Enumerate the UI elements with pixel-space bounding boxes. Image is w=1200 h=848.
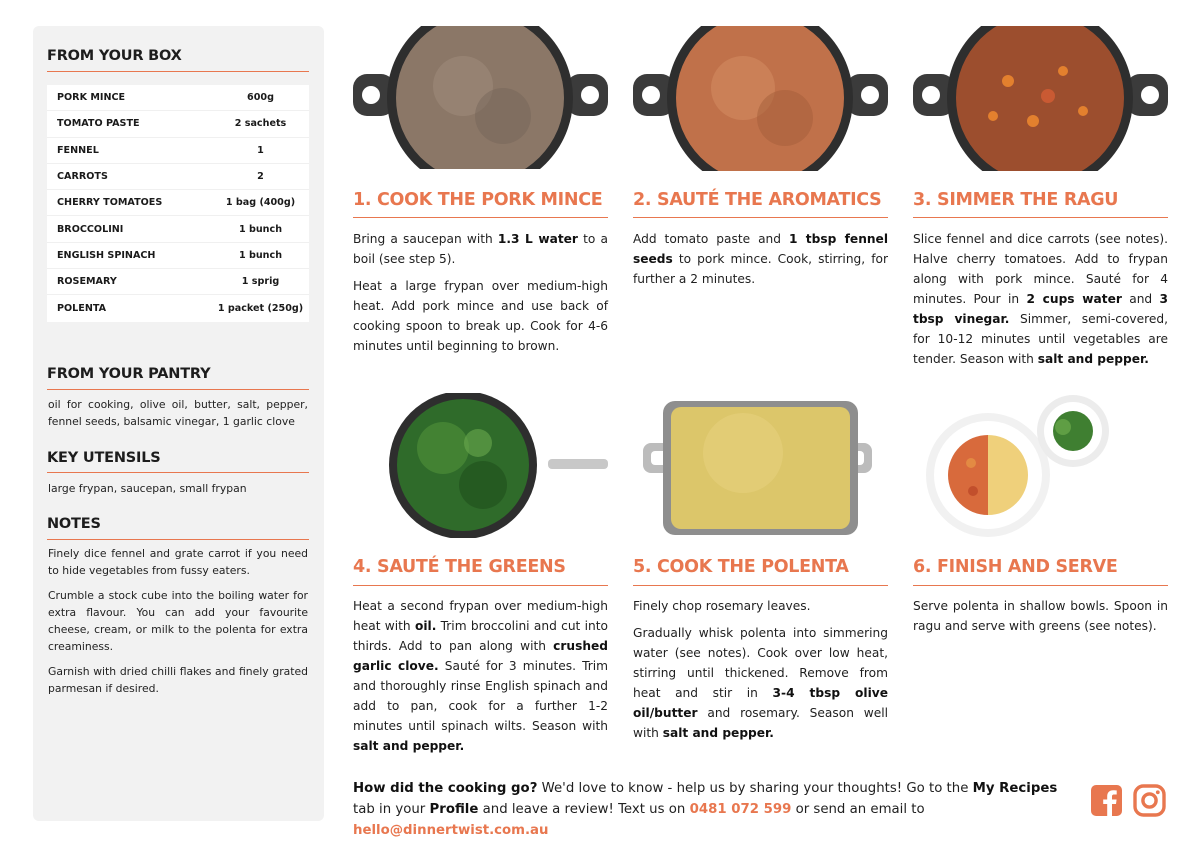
- step-4-body: [353, 596, 608, 763]
- ingredient-qty: 1 bunch: [238, 223, 283, 235]
- bold-text: How did the cooking go?: [353, 781, 538, 796]
- ingredient-row: [47, 85, 309, 111]
- step-6-title: 6. FINISH AND SERVE: [913, 557, 1118, 577]
- step-2-title: 2. SAUTÉ THE AROMATICS: [633, 190, 882, 210]
- step-4-photo: [353, 393, 608, 538]
- step-paragraph: [633, 623, 888, 743]
- text: Heat a second frypan over medium-high heat with: [353, 599, 608, 633]
- step-6-photo: [913, 393, 1168, 538]
- divider: [353, 585, 608, 586]
- step-paragraph: [353, 229, 608, 269]
- ingredient-row: [47, 138, 309, 164]
- bold-text: oil.: [414, 619, 437, 633]
- ingredient-name: ROSEMARY: [57, 276, 117, 288]
- bold-text: My Recipes: [972, 781, 1058, 796]
- note-item: Crumble a stock cube into the boiling water for extra flavour. You can add your favourite cheese, cream, or milk to the polenta for extra creaminess.: [48, 589, 308, 653]
- divider: [633, 217, 888, 218]
- ingredient-name: PORK MINCE: [57, 92, 126, 104]
- note-item: Garnish with dried chilli flakes and finely grated parmesan if desired.: [48, 665, 308, 695]
- step-paragraph: [353, 596, 608, 756]
- text: Finely chop rosemary leaves.: [633, 599, 811, 613]
- ingredient-name: BROCCOLINI: [57, 223, 124, 235]
- ingredient-qty: 1: [257, 144, 264, 156]
- step-5-photo: [633, 393, 888, 538]
- ingredient-row: [47, 164, 309, 190]
- pantry-text: oil for cooking, olive oil, butter, salt, pepper, fennel seeds, balsamic vinegar, 1 garlic clove: [48, 398, 308, 428]
- step-2-photo: [633, 26, 888, 171]
- step-paragraph: [913, 229, 1168, 369]
- text: and rosemary. Season well with: [633, 706, 888, 740]
- ingredient-name: TOMATO PASTE: [57, 118, 140, 130]
- ingredients-table: [47, 85, 309, 322]
- pantry-title: FROM YOUR PANTRY: [47, 366, 211, 382]
- ingredient-qty: 1 packet (250g): [217, 303, 304, 315]
- divider: [47, 472, 309, 473]
- step-5-title: 5. COOK THE POLENTA: [633, 557, 849, 577]
- sidebar: [33, 26, 324, 821]
- ingredient-qty: 2: [257, 171, 264, 183]
- ingredient-name: POLENTA: [57, 303, 107, 315]
- step-3-title: 3. SIMMER THE RAGU: [913, 190, 1119, 210]
- text: to a boil (see step 5).: [353, 232, 608, 266]
- bold-text: 1.3 L water: [497, 232, 578, 246]
- step-5-body: [633, 596, 888, 750]
- notes-title: NOTES: [47, 516, 101, 532]
- step-paragraph: [353, 276, 608, 356]
- bold-text: 1 tbsp fennel seeds: [633, 232, 888, 266]
- bold-text: salt and pepper.: [662, 726, 774, 740]
- divider: [353, 217, 608, 218]
- ingredient-row: [47, 243, 309, 269]
- facebook-icon[interactable]: [1090, 784, 1123, 817]
- text: Sauté for 3 minutes. Trim and thoroughly rinse English spinach and add to pan, cook for a further 1-2 minutes until spinach wilts. Season with: [353, 659, 609, 733]
- step-paragraph: [633, 229, 888, 289]
- step-3-body: [913, 229, 1168, 376]
- text: tab in your: [353, 802, 430, 817]
- ingredient-name: CHERRY TOMATOES: [57, 197, 163, 209]
- divider: [47, 71, 309, 72]
- step-paragraph: [633, 596, 888, 616]
- text: We'd love to know - help us by sharing your thoughts! Go to the: [537, 781, 973, 796]
- bold-text: 2 cups water: [1026, 292, 1122, 306]
- step-6-body: [913, 596, 1168, 643]
- step-4-title: 4. SAUTÉ THE GREENS: [353, 557, 566, 577]
- ingredient-qty: 2 sachets: [234, 118, 287, 130]
- divider: [913, 217, 1168, 218]
- ingredient-qty: 1 sprig: [241, 276, 280, 288]
- ingredient-row: [47, 216, 309, 242]
- step-1-photo: [353, 26, 608, 171]
- ingredient-name: ENGLISH SPINACH: [57, 249, 156, 261]
- step-paragraph: [913, 596, 1168, 636]
- utensils-title: KEY UTENSILS: [47, 450, 161, 466]
- ingredient-name: CARROTS: [57, 171, 108, 183]
- text: Serve polenta in shallow bowls. Spoon in ragu and serve with greens (see notes).: [913, 599, 1168, 633]
- from-your-box-title: FROM YOUR BOX: [47, 48, 182, 64]
- bold-text: Profile: [429, 802, 479, 817]
- bold-text: crushed garlic clove.: [353, 639, 608, 673]
- bold-text: 3 tbsp vinegar.: [913, 292, 1168, 326]
- ingredient-name: FENNEL: [57, 144, 99, 156]
- feedback-footer: [353, 778, 1073, 841]
- ingredient-row: [47, 295, 309, 321]
- text: Add tomato paste and: [633, 232, 789, 246]
- text: Heat a large frypan over medium-high heat. Add pork mince and use back of cooking spoon to break up. Cook for 4-6 minutes until beginning to brown.: [353, 279, 608, 353]
- bold-text: salt and pepper.: [1037, 352, 1149, 366]
- step-1-body: [353, 229, 608, 363]
- ingredient-row: [47, 269, 309, 295]
- divider: [633, 585, 888, 586]
- text: Simmer, semi-covered, for 10-12 minutes until vegetables are tender. Season with: [913, 312, 1168, 366]
- ingredient-row: [47, 190, 309, 216]
- instagram-icon[interactable]: [1133, 784, 1166, 817]
- highlight-link[interactable]: hello@dinnertwist.com.au: [353, 823, 549, 838]
- text: or send an email to: [791, 802, 925, 817]
- utensils-text: large frypan, saucepan, small frypan: [48, 482, 247, 495]
- step-3-photo: [913, 26, 1168, 171]
- text: Slice fennel and dice carrots (see notes). Halve cherry tomatoes. Add to frypan along with pork mince. Sauté for 4 minutes. Pour in: [913, 232, 1168, 306]
- bold-text: salt and pepper.: [353, 739, 465, 753]
- step-1-title: 1. COOK THE PORK MINCE: [353, 190, 603, 210]
- bold-text: 3-4 tbsp olive oil/butter: [633, 686, 888, 720]
- note-item: Finely dice fennel and grate carrot if you need to hide vegetables from fussy eaters.: [48, 547, 308, 577]
- text: Gradually whisk polenta into simmering water (see notes). Cook over low heat, stirring until thickened. Remove from heat and stir in: [633, 626, 888, 700]
- divider: [47, 389, 309, 390]
- divider: [47, 539, 309, 540]
- ingredient-qty: 1 bunch: [238, 249, 283, 261]
- divider: [913, 585, 1168, 586]
- ingredient-row: [47, 111, 309, 137]
- text: Bring a saucepan with: [353, 232, 498, 246]
- ingredient-qty: 600g: [247, 92, 274, 104]
- notes-list: [48, 545, 308, 705]
- highlight-link[interactable]: 0481 072 599: [689, 802, 792, 817]
- text: to pork mince. Cook, stirring, for further a 2 minutes.: [633, 252, 888, 286]
- text: and: [1121, 292, 1160, 306]
- text: and leave a review! Text us on: [478, 802, 690, 817]
- step-2-body: [633, 229, 888, 296]
- text: Trim broccolini and cut into thirds. Add to pan along with: [353, 619, 608, 653]
- ingredient-qty: 1 bag (400g): [225, 197, 296, 209]
